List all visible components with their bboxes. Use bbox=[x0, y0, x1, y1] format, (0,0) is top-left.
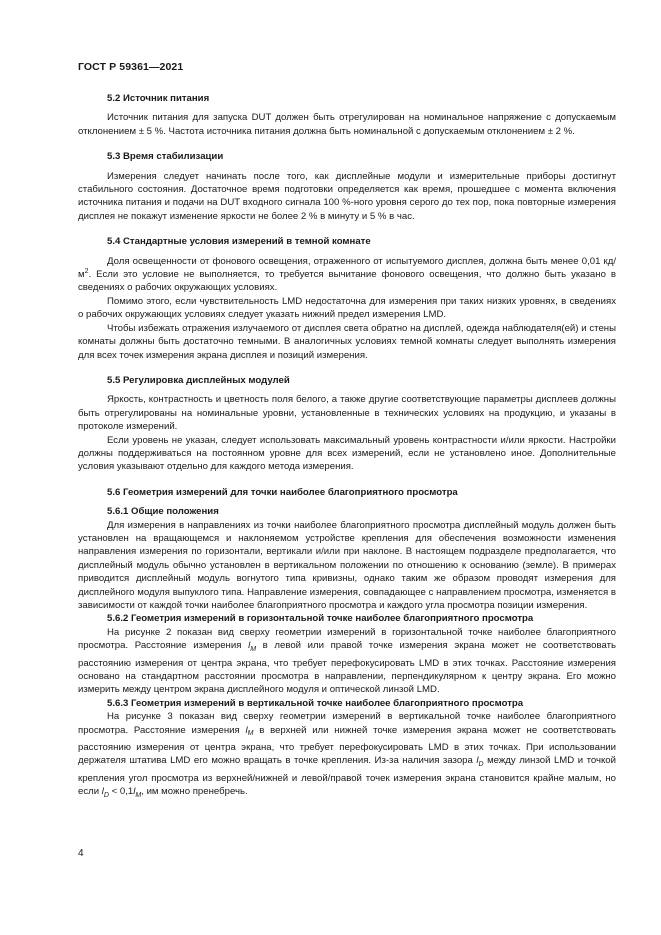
document-body bbox=[78, 92, 616, 802]
section-5-2-paragraph: Источник питания для запуска DUT должен быть отрегулирован на номинальное напряжение с допускаемым отклонением ± 5 %. Частота источника питания должна быть номинальной с допускаемым отклонением ± 2 %. bbox=[78, 112, 616, 137]
section-5-6-1-title: 5.6.1 Общие положения bbox=[107, 506, 219, 518]
section-5-6-3-paragraph: На рисунке 3 показан вид сверху геометрии измерений в вертикальной точке наиболее благоприятного просмотра. Расстояние измерения $l_M$ в верхней или нижней точке измерения экрана может не соответствовать расстоянию измерения от центра экрана, что требует перефокусировать LMD в этих точках. При использовании держателя штатива LMD его можно вращать в точке крепления. Из-за наличия зазора $l_D$ между линзой LMD и точкой крепления угол просмотра из верхней/нижней и левой/правой точек измерения экрана становится крайне малым, но если $l_D < 0,1l_M$, им можно пренебречь. bbox=[78, 711, 616, 799]
section-5-4-title: 5.4 Стандартные условия измерений в темной комнате bbox=[107, 236, 371, 248]
section-5-6-2-title: 5.6.2 Геометрия измерений в горизонтальной точке наиболее благоприятного просмотра bbox=[107, 613, 534, 625]
section-5-6-title: 5.6 Геометрия измерений для точки наиболее благоприятного просмотра bbox=[107, 486, 458, 498]
section-5-6-3-title: 5.6.3 Геометрия измерений в вертикальной точке наиболее благоприятного просмотра bbox=[107, 697, 524, 709]
section-5-3-title: 5.3 Время стабилизации bbox=[107, 151, 224, 163]
section-5-5-paragraph-1: Яркость, контрастность и цветность поля белого, а также другие соответствующие параметры дисплеев должны быть отрегулированы на номинальные уровни, установленные в технических условиях на продукцию, и указаны в протоколе измерений. bbox=[78, 394, 616, 433]
section-5-3-paragraph: Измерения следует начинать после того, как дисплейные модули и измерительные приборы достигнут стабильного состояния. Достаточное время подготовки определяется как время, прошедшее с момента включения источника питания и подачи на DUT входного сигнала 100 %-ного уровня серого до тех пор, пока повторные измерения дисплея не покажут изменение яркости не более 2 % в минуту и 5 % в час. bbox=[78, 170, 616, 222]
section-5-4-paragraph-3: Чтобы избежать отражения излучаемого от дисплея света обратно на дисплей, одежда наблюдателя(ей) и стены комнаты должны быть достаточно темными. В аналогичных условиях темной комнаты следует выполнять измерения для всех точек измерения экрана дисплея и позиций измерения. bbox=[78, 322, 616, 361]
section-5-4-paragraph-2: Помимо этого, если чувствительность LMD недостаточна для измерения при таких низких уровнях, в сведениях о рабочих окружающих условиях следует указать нижний предел измерения LMD. bbox=[78, 295, 616, 321]
section-5-5-title: 5.5 Регулировка дисплейных модулей bbox=[107, 374, 290, 386]
section-5-5-paragraph-2: Если уровень не указан, следует использовать максимальный уровень контрастности и/или яркости. Настройки должны поддерживаться на постоянном уровне для всех измерений, если не установлено иное. Дополнительные условия указывают отдельно для каждого метода измерения. bbox=[78, 434, 616, 473]
section-5-6-2-paragraph: На рисунке 2 показан вид сверху геометрии измерений в горизонтальной точке наиболее благоприятного просмотра. Расстояние измерения $l_M$ в левой или правой точке измерения экрана может не соответствовать расстоянию измерения от центра экрана, что требует перефокусировать LMD в этих точках. Расстояние измерения основано на стандартном расстоянии просмотра в направлении, перпендикулярном к центру экрана. Его можно измерить между центром экрана дисплейного модуля и оптической линзой LMD. bbox=[78, 626, 616, 696]
section-5-6-1-paragraph: Для измерения в направлениях из точки наиболее благоприятного просмотра дисплейный модуль должен быть установлен на вращающемся и наклоняемом устройстве крепления для обеспечения возможности изменения направления измерения по горизонтали, вертикали и/или при наклоне. В настоящем подразделе предполагается, что дисплейный модуль обычно установлен в вертикальном положении по отношению к основанию (земле). В примерах приводится дисплейный модуль вогнутого типа кривизны, однако таким же образом проводят измерения для дисплейного модуля выпуклого типа. Направление измерения, совпадающее с направлением просмотра, изменяется в зависимости от каждой точки наиболее благоприятного просмотра и каждого угла просмотра позиции измерения. bbox=[78, 519, 616, 611]
document-header: ГОСТ Р 59361—2021 bbox=[78, 61, 184, 73]
section-5-4-paragraph-1: Доля освещенности от фонового освещения, отраженного от испытуемого дисплея, должна быть менее 0,01 $кд/м^2$. Если это условие не выполняется, то требуется вычитание фонового освещения, что должно быть указано в сведениях о рабочих окружающих условиях. bbox=[78, 255, 616, 294]
section-5-2-title: 5.2 Источник питания bbox=[107, 93, 210, 104]
page-number: 4 bbox=[78, 848, 84, 859]
